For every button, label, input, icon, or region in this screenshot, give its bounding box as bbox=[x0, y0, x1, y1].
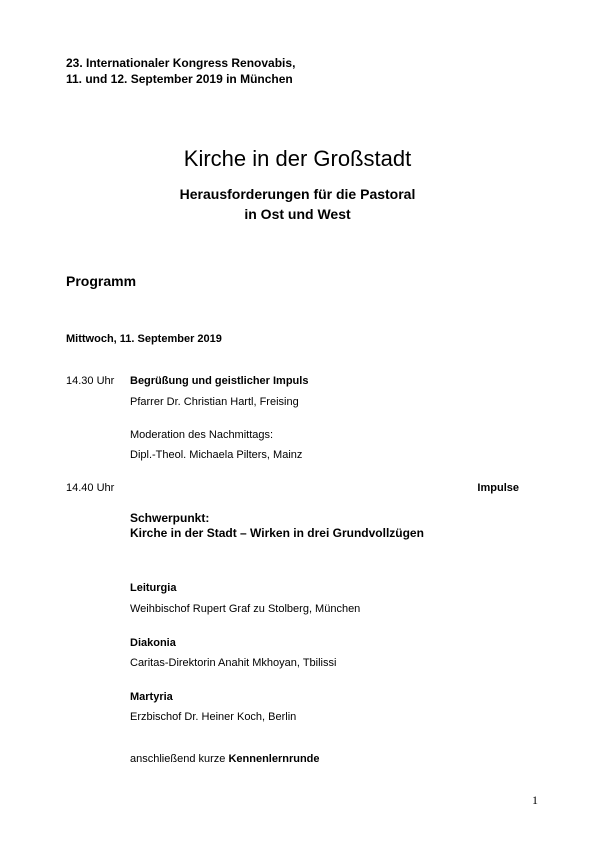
subtitle-line-1: Herausforderungen für die Pastoral bbox=[179, 186, 416, 202]
header-line-2: 11. und 12. September 2019 in München bbox=[66, 72, 293, 86]
group-heading-diakonia: Diakonia bbox=[130, 637, 176, 649]
group-speaker-diakonia: Caritas-Direktorin Anahit Mkhoyan, Tbilissi bbox=[130, 657, 337, 669]
section-heading: Programm bbox=[66, 273, 137, 289]
page-title: Kirche in der Großstadt bbox=[183, 146, 412, 171]
item2-focus-line-1: Schwerpunkt: bbox=[130, 511, 210, 525]
group-heading-leiturgia: Leiturgia bbox=[130, 582, 177, 594]
item1-moderation-label: Moderation des Nachmittags: bbox=[130, 429, 274, 441]
closing-note bbox=[130, 753, 320, 765]
group-heading-martyria: Martyria bbox=[130, 691, 173, 703]
item1-moderator: Dipl.-Theol. Michaela Pilters, Mainz bbox=[130, 449, 303, 461]
item1-time: 14.30 Uhr bbox=[66, 375, 115, 387]
item2-focus-line-2: Kirche in der Stadt – Wirken in drei Grundvollzügen bbox=[130, 526, 424, 540]
day-heading: Mittwoch, 11. September 2019 bbox=[66, 333, 222, 345]
group-speaker-martyria: Erzbischof Dr. Heiner Koch, Berlin bbox=[130, 711, 297, 723]
closing-prefix: anschließend kurze bbox=[130, 753, 229, 765]
item1-speaker: Pfarrer Dr. Christian Hartl, Freising bbox=[130, 396, 299, 408]
item2-label: Impulse bbox=[477, 482, 519, 494]
closing-bold: Kennenlernrunde bbox=[228, 753, 320, 765]
page-number: 1 bbox=[532, 793, 538, 807]
item2-time: 14.40 Uhr bbox=[66, 482, 115, 494]
header-line-1: 23. Internationaler Kongress Renovabis, bbox=[66, 56, 296, 70]
item1-title: Begrüßung und geistlicher Impuls bbox=[130, 375, 309, 387]
subtitle-line-2: in Ost und West bbox=[244, 206, 351, 222]
group-speaker-leiturgia: Weihbischof Rupert Graf zu Stolberg, München bbox=[130, 603, 361, 615]
